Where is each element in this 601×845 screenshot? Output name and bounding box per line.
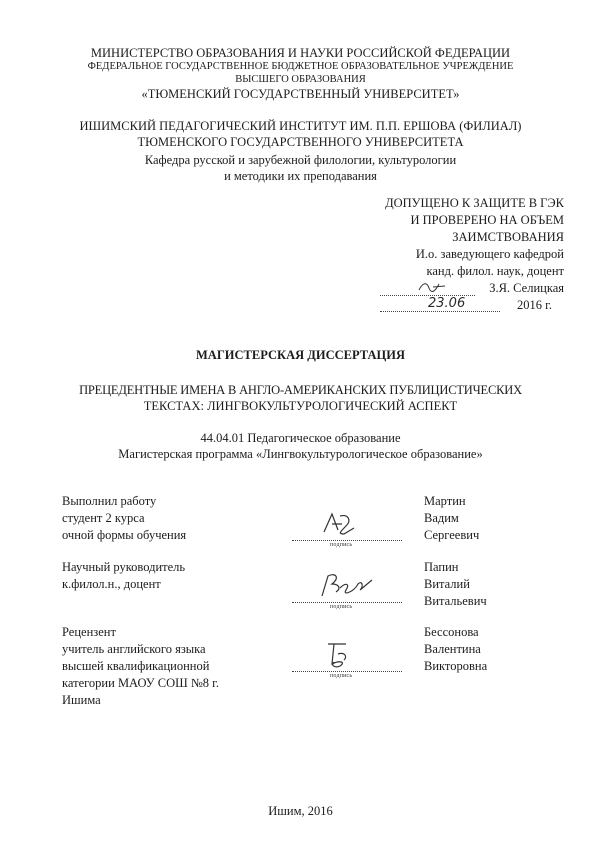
institute-line-1: ИШИМСКИЙ ПЕДАГОГИЧЕСКИЙ ИНСТИТУТ ИМ. П.П. ЕРШОВА (ФИЛИАЛ) xyxy=(79,119,522,133)
approval-signature-mark xyxy=(417,278,447,294)
approval-line-2: И ПРОВЕРЕНО НА ОБЪЕМ xyxy=(410,213,564,227)
reviewer-label-2: учитель английского языка xyxy=(62,642,206,656)
approval-role: И.о. заведующего кафедрой xyxy=(415,247,564,261)
supervisor-signature-caption: подпись xyxy=(330,604,353,610)
author-surname: Мартин xyxy=(424,494,466,508)
approval-name: З.Я. Селицкая xyxy=(489,281,564,295)
approval-date-line xyxy=(380,311,500,312)
supervisor-surname: Папин xyxy=(424,560,459,574)
approval-date-handwritten: 23.06 xyxy=(428,296,466,311)
author-signature-mark xyxy=(318,510,358,538)
city-year: Ишим, 2016 xyxy=(268,804,333,818)
author-label-1: Выполнил работу xyxy=(62,494,157,508)
department-line-1: Кафедра русской и зарубежной филологии, культурологии xyxy=(144,153,457,167)
approval-line-3: ЗАИМСТВОВАНИЯ xyxy=(452,230,564,244)
reviewer-signature-line xyxy=(292,671,402,672)
institution-type-line-1: ФЕДЕРАЛЬНОЕ ГОСУДАРСТВЕННОЕ БЮДЖЕТНОЕ ОБРАЗОВАТЕЛЬНОЕ УЧРЕЖДЕНИЕ xyxy=(87,61,514,72)
reviewer-label-3: высшей квалификационной xyxy=(62,659,210,673)
institution-type-line-2: ВЫСШЕГО ОБРАЗОВАНИЯ xyxy=(235,74,366,85)
reviewer-label-4: категории МАОУ СОШ №8 г. xyxy=(62,676,220,690)
supervisor-signature-mark xyxy=(316,570,376,600)
thesis-topic-line-2: ТЕКСТАХ: ЛИНГВОКУЛЬТУРОЛОГИЧЕСКИЙ АСПЕКТ xyxy=(143,399,458,413)
direction-code: 44.04.01 Педагогическое образование xyxy=(200,431,401,445)
reviewer-surname: Бессонова xyxy=(424,625,479,639)
reviewer-signature-mark xyxy=(322,640,354,670)
author-label-2: студент 2 курса xyxy=(62,511,145,525)
department-line-2: и методики их преподавания xyxy=(224,169,377,183)
reviewer-signature-caption: подпись xyxy=(330,673,353,679)
supervisor-patronymic: Витальевич xyxy=(424,594,487,608)
program-name: Магистерская программа «Лингвокультурологическое образование» xyxy=(118,447,483,461)
approval-year: 2016 г. xyxy=(517,298,552,312)
author-signature-line xyxy=(292,540,402,541)
reviewer-first-name: Валентина xyxy=(424,642,481,656)
ministry-line: МИНИСТЕРСТВО ОБРАЗОВАНИЯ И НАУКИ РОССИЙСКОЙ ФЕДЕРАЦИИ xyxy=(90,46,511,60)
supervisor-first-name: Виталий xyxy=(424,577,470,591)
thesis-topic-line-1: ПРЕЦЕДЕНТНЫЕ ИМЕНА В АНГЛО-АМЕРИКАНСКИХ ПУБЛИЦИСТИЧЕСКИХ xyxy=(79,383,522,397)
reviewer-label-1: Рецензент xyxy=(62,625,116,639)
author-patronymic: Сергеевич xyxy=(424,528,480,542)
supervisor-label-1: Научный руководитель xyxy=(62,560,186,574)
reviewer-label-5: Ишима xyxy=(62,693,101,707)
author-first-name: Вадим xyxy=(424,511,459,525)
supervisor-signature-line xyxy=(292,602,402,603)
supervisor-label-2: к.филол.н., доцент xyxy=(62,577,161,591)
author-signature-caption: подпись xyxy=(330,542,353,548)
document-type: МАГИСТЕРСКАЯ ДИССЕРТАЦИЯ xyxy=(196,348,405,362)
approval-line-1: ДОПУЩЕНО К ЗАЩИТЕ В ГЭК xyxy=(385,196,564,210)
institute-line-2: ТЮМЕНСКОГО ГОСУДАРСТВЕННОГО УНИВЕРСИТЕТА xyxy=(137,135,464,149)
university-name: «ТЮМЕНСКИЙ ГОСУДАРСТВЕННЫЙ УНИВЕРСИТЕТ» xyxy=(141,87,460,101)
approval-degree: канд. филол. наук, доцент xyxy=(426,264,564,278)
reviewer-patronymic: Викторовна xyxy=(424,659,488,673)
author-label-3: очной формы обучения xyxy=(62,528,187,542)
